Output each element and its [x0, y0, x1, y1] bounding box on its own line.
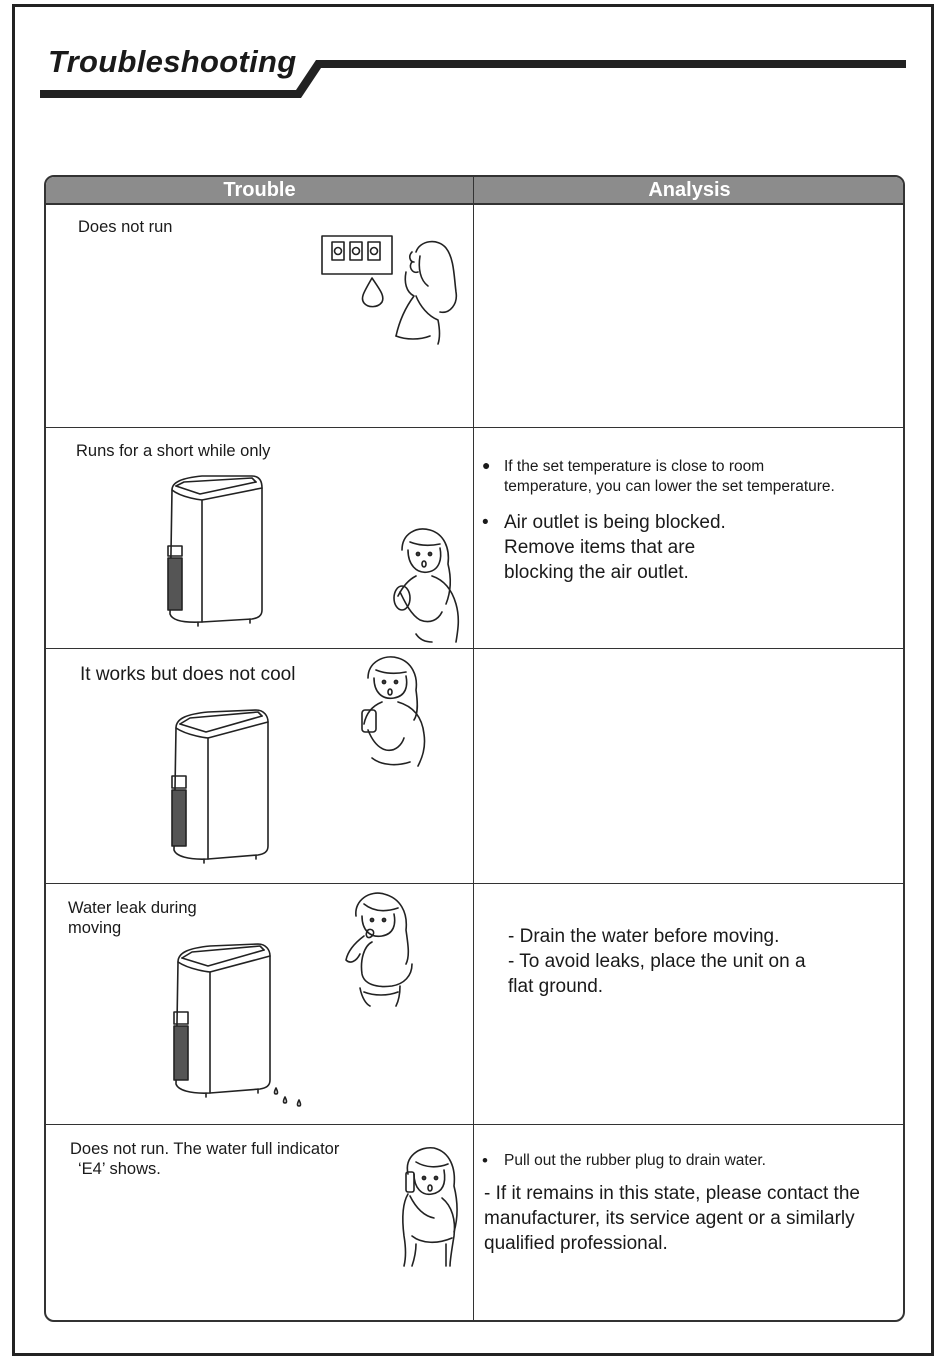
analysis-line: qualified professional.: [484, 1233, 668, 1254]
analysis-line: - If it remains in this state, please contact the: [484, 1183, 860, 1204]
woman-on-phone-icon: [398, 1144, 462, 1268]
row-2-analysis-bullet-2: [482, 510, 726, 585]
row-divider: [46, 648, 903, 649]
analysis-line: - Drain the water before moving.: [508, 926, 780, 947]
row-3-trouble: It works but does not cool: [80, 664, 296, 685]
row-5-analysis-bullet-1: [482, 1151, 766, 1171]
trouble-line: ‘E4’ shows.: [78, 1160, 161, 1178]
analysis-line: Air outlet is being blocked.: [504, 512, 726, 533]
analysis-line: manufacturer, its service agent or a similarly: [484, 1208, 855, 1229]
bullet-icon: •: [482, 1151, 488, 1170]
analysis-line: blocking the air outlet.: [504, 562, 689, 583]
analysis-line: temperature, you can lower the set temperature.: [504, 478, 835, 495]
water-drop-icon: [362, 278, 382, 307]
analysis-line: If the set temperature is close to room: [504, 458, 765, 475]
woman-thinking-icon: [396, 242, 456, 344]
woman-worried-icon: [342, 890, 420, 1008]
row-divider: [46, 427, 903, 428]
woman-holding-remote-icon: [386, 524, 466, 644]
column-divider: [473, 177, 474, 1320]
analysis-line: Pull out the rubber plug to drain water.: [504, 1152, 766, 1169]
row-4-trouble: [68, 898, 197, 938]
row-1-trouble: Does not run: [78, 218, 173, 236]
woman-worried-icon: [356, 654, 432, 768]
air-conditioner-icon: [162, 472, 272, 627]
analysis-line: - To avoid leaks, place the unit on a: [508, 951, 806, 972]
header-trouble: Trouble: [223, 179, 296, 201]
trouble-line: moving: [68, 919, 122, 937]
row-2-analysis-bullet-1: [482, 457, 835, 497]
water-droplets-icon: [275, 1088, 301, 1106]
analysis-line: Remove items that are: [504, 537, 696, 558]
table-header: [46, 177, 903, 205]
trouble-line: Does not run. The water full indicator: [70, 1140, 340, 1158]
power-socket-icon: [320, 232, 460, 347]
analysis-line: flat ground.: [508, 976, 604, 997]
row-5-trouble: [70, 1139, 339, 1179]
row-5-analysis-text: [484, 1181, 860, 1256]
row-4-analysis: [508, 924, 806, 999]
page-title: Troubleshooting: [48, 44, 297, 79]
air-conditioner-icon: [166, 940, 316, 1110]
row-2-trouble: Runs for a short while only: [76, 442, 271, 460]
bullet-icon: •: [482, 512, 489, 533]
trouble-line: Water leak during: [68, 899, 197, 917]
bullet-icon: ●: [482, 457, 491, 473]
header-analysis: Analysis: [648, 179, 731, 201]
row-divider: [46, 1124, 903, 1125]
air-conditioner-icon: [166, 706, 276, 866]
row-divider: [46, 883, 903, 884]
